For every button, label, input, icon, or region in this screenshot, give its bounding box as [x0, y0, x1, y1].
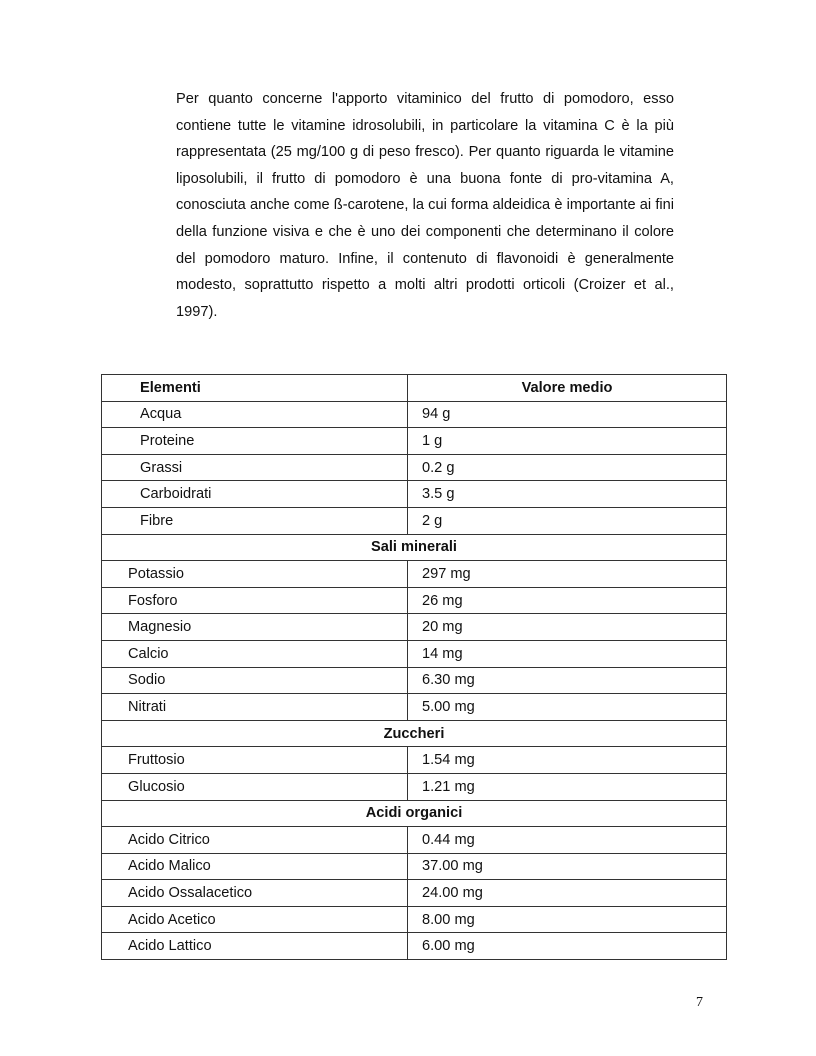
- table-row: [102, 933, 727, 960]
- header-valore-medio: Valore medio: [408, 375, 727, 402]
- row-name: Fibre: [102, 507, 408, 534]
- table-row: [102, 906, 727, 933]
- table-row: [102, 827, 727, 854]
- table-row: [102, 587, 727, 614]
- row-value: 20 mg: [408, 614, 727, 641]
- section-row-sali-minerali: [102, 534, 727, 561]
- table-row: [102, 614, 727, 641]
- table-row: [102, 481, 727, 508]
- table-row: [102, 401, 727, 428]
- section-title: Sali minerali: [102, 534, 727, 561]
- nutrition-table: [101, 374, 727, 960]
- row-value: 14 mg: [408, 640, 727, 667]
- row-value: 2 g: [408, 507, 727, 534]
- row-name: Carboidrati: [102, 481, 408, 508]
- row-name: Nitrati: [102, 694, 408, 721]
- table-row: [102, 853, 727, 880]
- table-row: [102, 454, 727, 481]
- row-name: Proteine: [102, 428, 408, 455]
- row-name: Glucosio: [102, 773, 408, 800]
- table-row: [102, 747, 727, 774]
- table-row: [102, 773, 727, 800]
- row-name: Acido Lattico: [102, 933, 408, 960]
- section-title: Acidi organici: [102, 800, 727, 827]
- row-name: Acido Ossalacetico: [102, 880, 408, 907]
- row-value: 1.54 mg: [408, 747, 727, 774]
- row-value: 297 mg: [408, 561, 727, 588]
- row-name: Sodio: [102, 667, 408, 694]
- row-name: Acido Acetico: [102, 906, 408, 933]
- table-row: [102, 561, 727, 588]
- table-row: [102, 640, 727, 667]
- row-value: 0.44 mg: [408, 827, 727, 854]
- page-number: 7: [696, 995, 703, 1010]
- table-row: [102, 880, 727, 907]
- row-value: 6.00 mg: [408, 933, 727, 960]
- row-name: Acido Citrico: [102, 827, 408, 854]
- row-name: Potassio: [102, 561, 408, 588]
- header-elementi: Elementi: [102, 375, 408, 402]
- row-value: 94 g: [408, 401, 727, 428]
- table-row: [102, 694, 727, 721]
- row-name: Acido Malico: [102, 853, 408, 880]
- row-value: 37.00 mg: [408, 853, 727, 880]
- body-paragraph: Per quanto concerne l'apporto vitaminico del frutto di pomodoro, esso contiene tutte le vitamine idrosolubili, in particolare la vitamina C è la più rappresentata (25 mg/100 g di peso fresco). Per quanto riguarda le vitamine liposolubili, il frutto di pomodoro è una buona fonte di pro-vitamina A, conosciuta anche come ß-carotene, la cui forma aldeidica è importante ai fini della funzione visiva e che è uno dei componenti che determinano il colore del pomodoro maturo. Infine, il contenuto di flavonoidi è generalmente modesto, soprattutto rispetto a molti altri prodotti orticoli (Croizer et al., 1997).: [176, 91, 674, 320]
- row-value: 0.2 g: [408, 454, 727, 481]
- row-value: 1.21 mg: [408, 773, 727, 800]
- row-value: 3.5 g: [408, 481, 727, 508]
- row-value: 6.30 mg: [408, 667, 727, 694]
- row-name: Fosforo: [102, 587, 408, 614]
- section-row-acidi-organici: [102, 800, 727, 827]
- row-name: Magnesio: [102, 614, 408, 641]
- row-value: 26 mg: [408, 587, 727, 614]
- section-title: Zuccheri: [102, 720, 727, 747]
- row-name: Grassi: [102, 454, 408, 481]
- row-value: 24.00 mg: [408, 880, 727, 907]
- row-value: 1 g: [408, 428, 727, 455]
- table-row: [102, 428, 727, 455]
- row-name: Fruttosio: [102, 747, 408, 774]
- table-header-row: [102, 375, 727, 402]
- row-name: Calcio: [102, 640, 408, 667]
- row-name: Acqua: [102, 401, 408, 428]
- row-value: 8.00 mg: [408, 906, 727, 933]
- row-value: 5.00 mg: [408, 694, 727, 721]
- section-row-zuccheri: [102, 720, 727, 747]
- table-row: [102, 667, 727, 694]
- table-row: [102, 507, 727, 534]
